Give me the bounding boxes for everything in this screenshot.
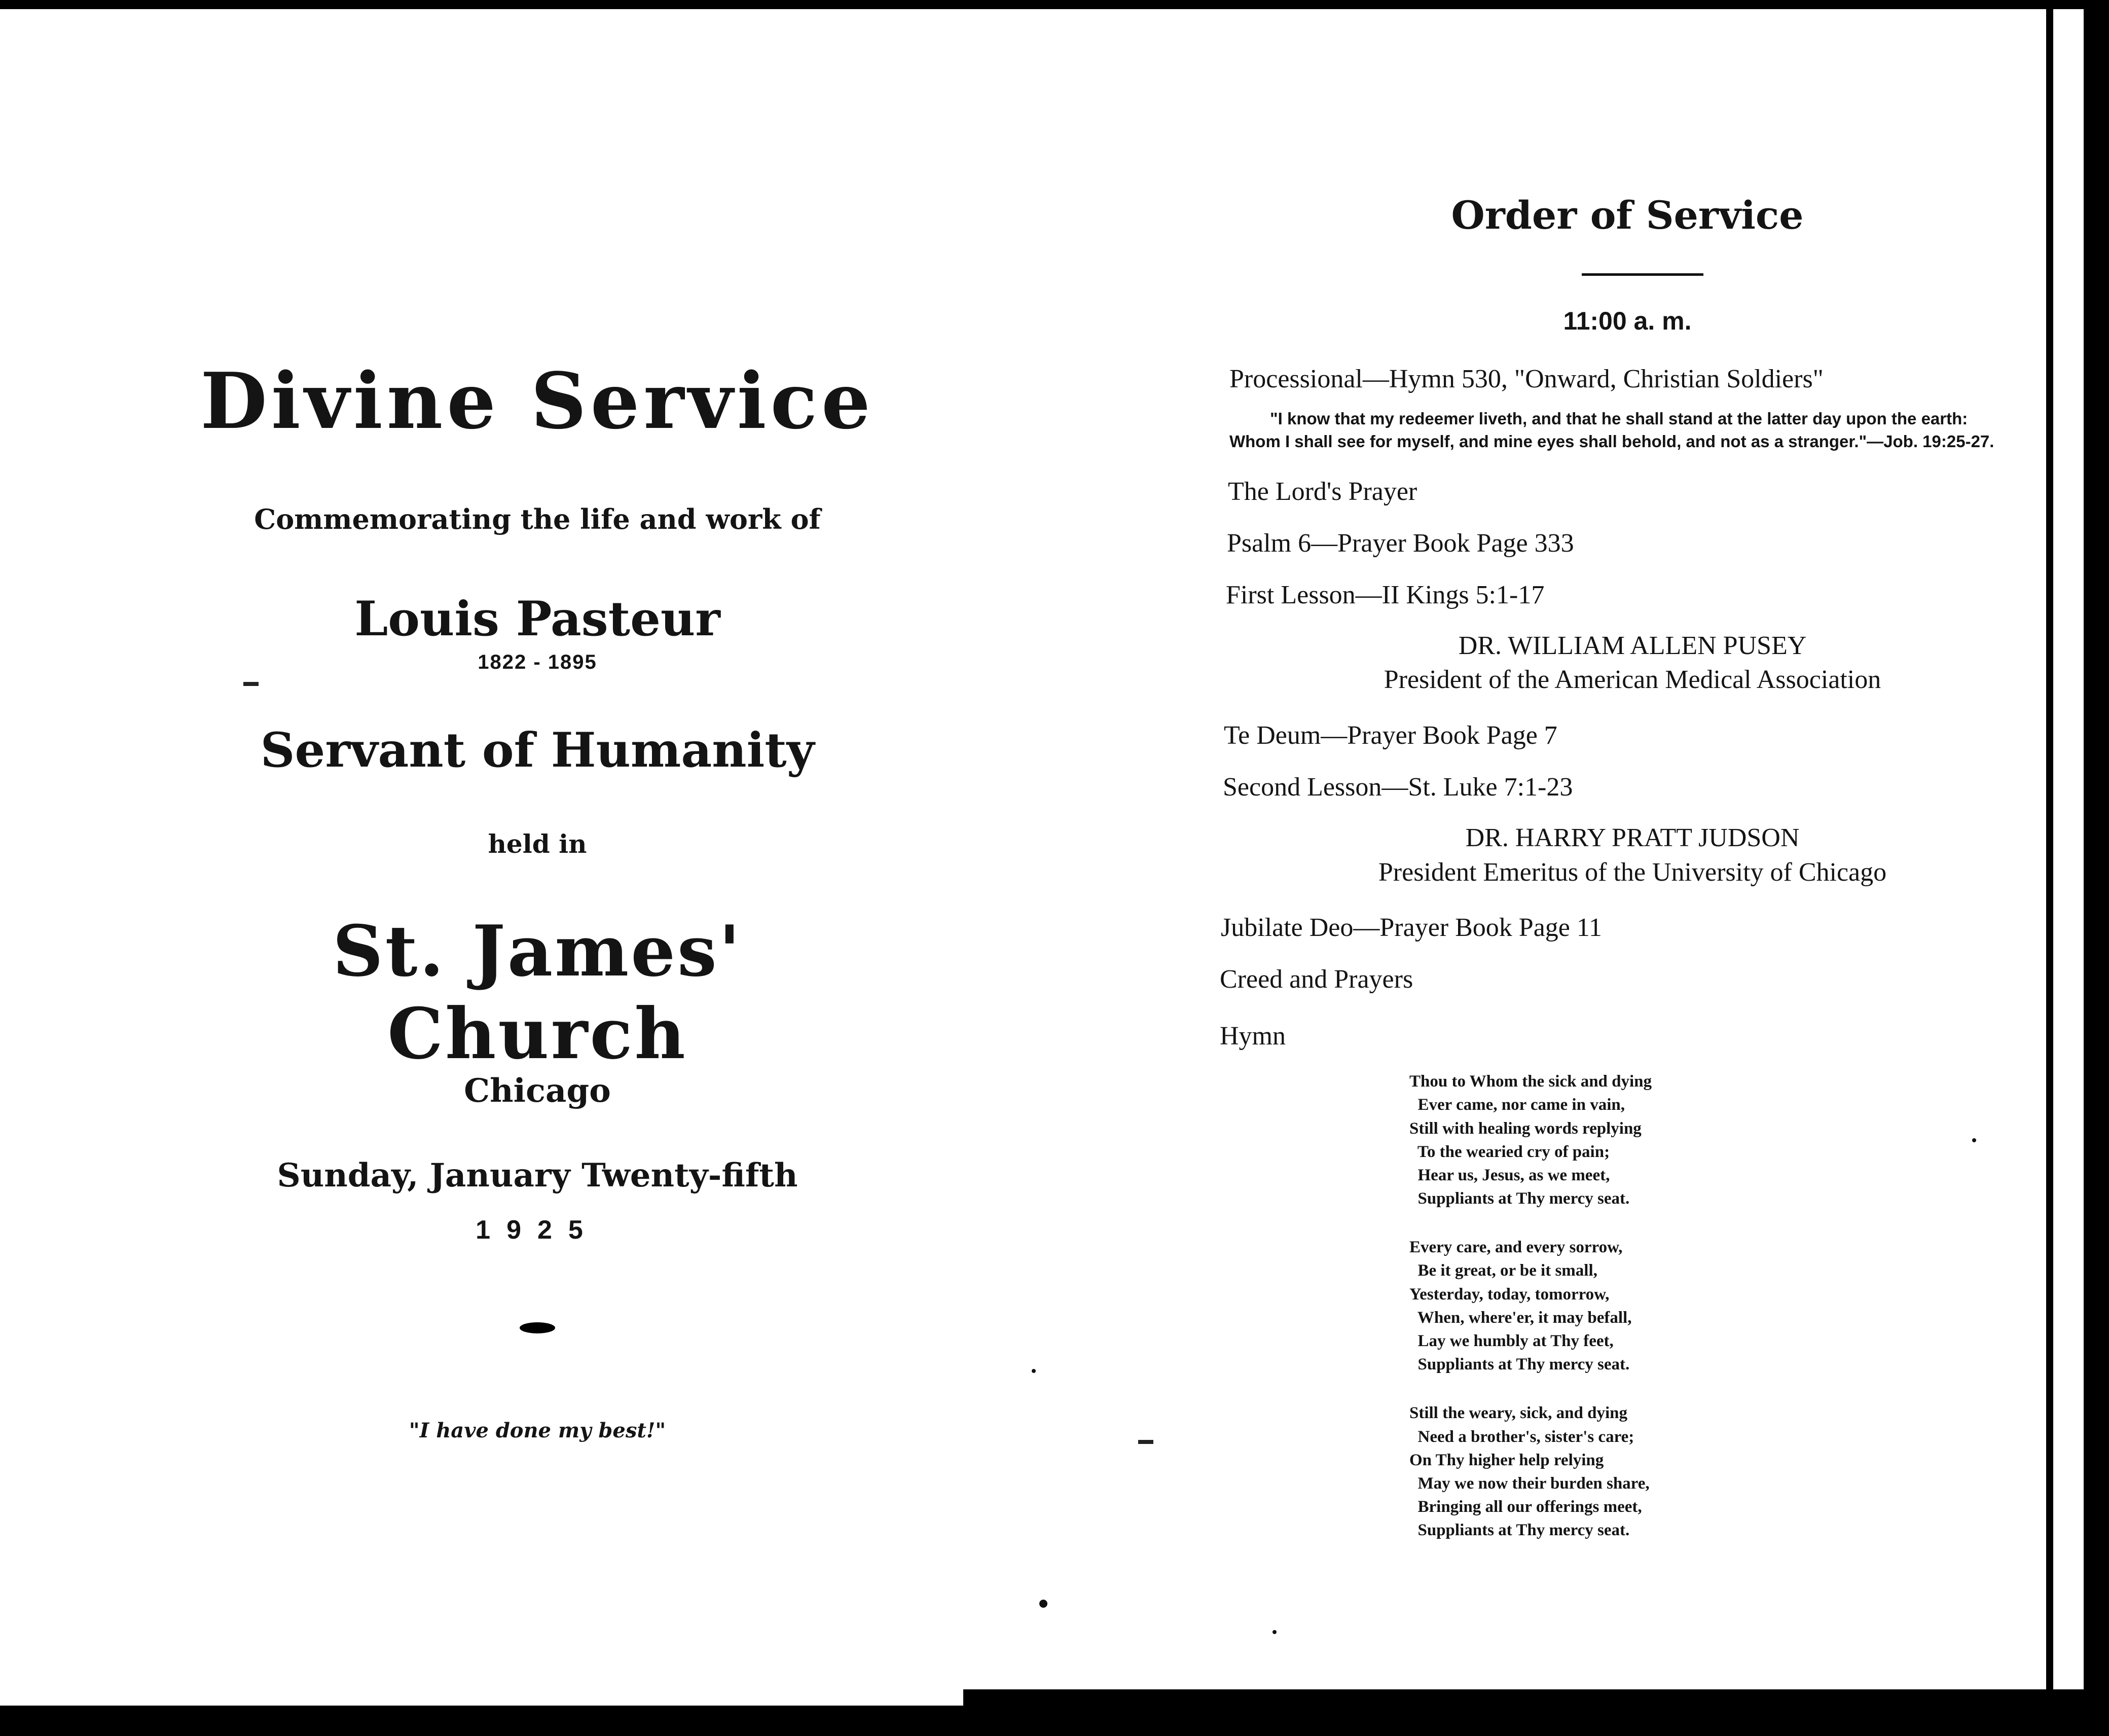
speck: [1032, 1369, 1036, 1373]
hymn-line: May we now their burden share,: [1409, 1474, 1650, 1493]
hymn-text: [1409, 1070, 2008, 1542]
hymn-line: Hear us, Jesus, as we meet,: [1409, 1166, 1610, 1184]
hymn-line: Still the weary, sick, and dying: [1409, 1404, 1627, 1423]
speaker-1-title: President of the American Medical Association: [1384, 665, 1881, 695]
title-page: [193, 355, 882, 1442]
title-rule: [1582, 273, 1703, 276]
hymn-label: Hymn: [1220, 1022, 1286, 1051]
hymn-stanza: [1409, 1070, 2008, 1210]
honoree-name: Louis Pasteur: [354, 591, 720, 647]
speaker-1-name: DR. WILLIAM ALLEN PUSEY: [1458, 631, 1807, 660]
page-title: Divine Service: [200, 355, 875, 446]
hymn-stanza: [1409, 1236, 2008, 1376]
order-title: Order of Service: [1451, 193, 1804, 238]
hymn-line: Lay we humbly at Thy feet,: [1409, 1332, 1614, 1350]
hymn-stanza: [1409, 1401, 2008, 1542]
hymn-line: Need a brother's, sister's care;: [1409, 1427, 1634, 1446]
service-year: 1925: [476, 1215, 599, 1245]
scan-border-top: [0, 0, 2109, 9]
hymn-line: Every care, and every sorrow,: [1409, 1238, 1623, 1257]
hymn-line: When, where'er, it may befall,: [1409, 1308, 1632, 1327]
psalm-item: Psalm 6—Prayer Book Page 333: [1227, 528, 1574, 558]
lords-prayer-item: The Lord's Prayer: [1228, 477, 1417, 506]
creed-item: Creed and Prayers: [1220, 965, 1413, 994]
hymn-line: Suppliants at Thy mercy seat.: [1409, 1189, 1630, 1208]
order-of-service-page: [1217, 193, 2008, 1568]
jubilate-item: Jubilate Deo—Prayer Book Page 11: [1221, 913, 1602, 943]
hymn-line: Suppliants at Thy mercy seat.: [1409, 1355, 1630, 1374]
scripture-quote: "I know that my redeemer liveth, and that he shall stand at the latter day upon the earth: Whom I shall see for myself, and mine eyes shall behold, and not as a stranger."—Job. 19:25-27.: [1229, 409, 1994, 451]
scan-border-right: [2084, 0, 2109, 1736]
hymn-line: Ever came, nor came in vain,: [1409, 1096, 1625, 1114]
hymn-line: Bringing all our offerings meet,: [1409, 1498, 1642, 1516]
speaker-2-title: President Emeritus of the University of Chicago: [1378, 857, 1887, 887]
held-in-label: held in: [488, 829, 587, 859]
ornament-divider: [520, 1322, 555, 1333]
honoree-dates: 1822 - 1895: [478, 651, 597, 674]
hymn-line: Still with healing words replying: [1409, 1119, 1642, 1138]
hymn-line: On Thy higher help relying: [1409, 1451, 1604, 1469]
hymn-line: To the wearied cry of pain;: [1409, 1142, 1610, 1161]
hymn-line: Suppliants at Thy mercy seat.: [1409, 1521, 1630, 1540]
processional-item: Processional—Hymn 530, "Onward, Christian Soldiers": [1229, 365, 1824, 393]
speaker-2: [1257, 821, 2008, 889]
scan-border-right-inner: [2046, 0, 2053, 1736]
hymn-line: Yesterday, today, tomorrow,: [1409, 1285, 1610, 1304]
city-name: Chicago: [464, 1072, 611, 1110]
speck: [1039, 1600, 1047, 1608]
scan-border-bottom-step: [963, 1689, 2109, 1736]
speaker-1: [1257, 629, 2008, 697]
fold-mark: [1138, 1440, 1153, 1444]
second-lesson-item: Second Lesson—St. Luke 7:1-23: [1223, 772, 1573, 802]
hymn-line: Thou to Whom the sick and dying: [1409, 1072, 1652, 1091]
honoree-epithet: Servant of Humanity: [260, 722, 815, 779]
hymn-line: Be it great, or be it small,: [1409, 1261, 1597, 1280]
speaker-2-name: DR. HARRY PRATT JUDSON: [1465, 823, 1800, 852]
first-lesson-item: First Lesson—II Kings 5:1-17: [1226, 580, 1545, 609]
commemoration-line: Commemorating the life and work of: [254, 503, 821, 536]
speck: [1272, 1630, 1277, 1634]
pasteur-quote: "I have done my best!": [409, 1419, 666, 1443]
te-deum-item: Te Deum—Prayer Book Page 7: [1224, 720, 1557, 750]
service-date: Sunday, January Twenty-fifth: [277, 1156, 798, 1195]
service-time: 11:00 a. m.: [1563, 307, 1692, 335]
church-name: St. James' Church: [333, 910, 742, 1075]
